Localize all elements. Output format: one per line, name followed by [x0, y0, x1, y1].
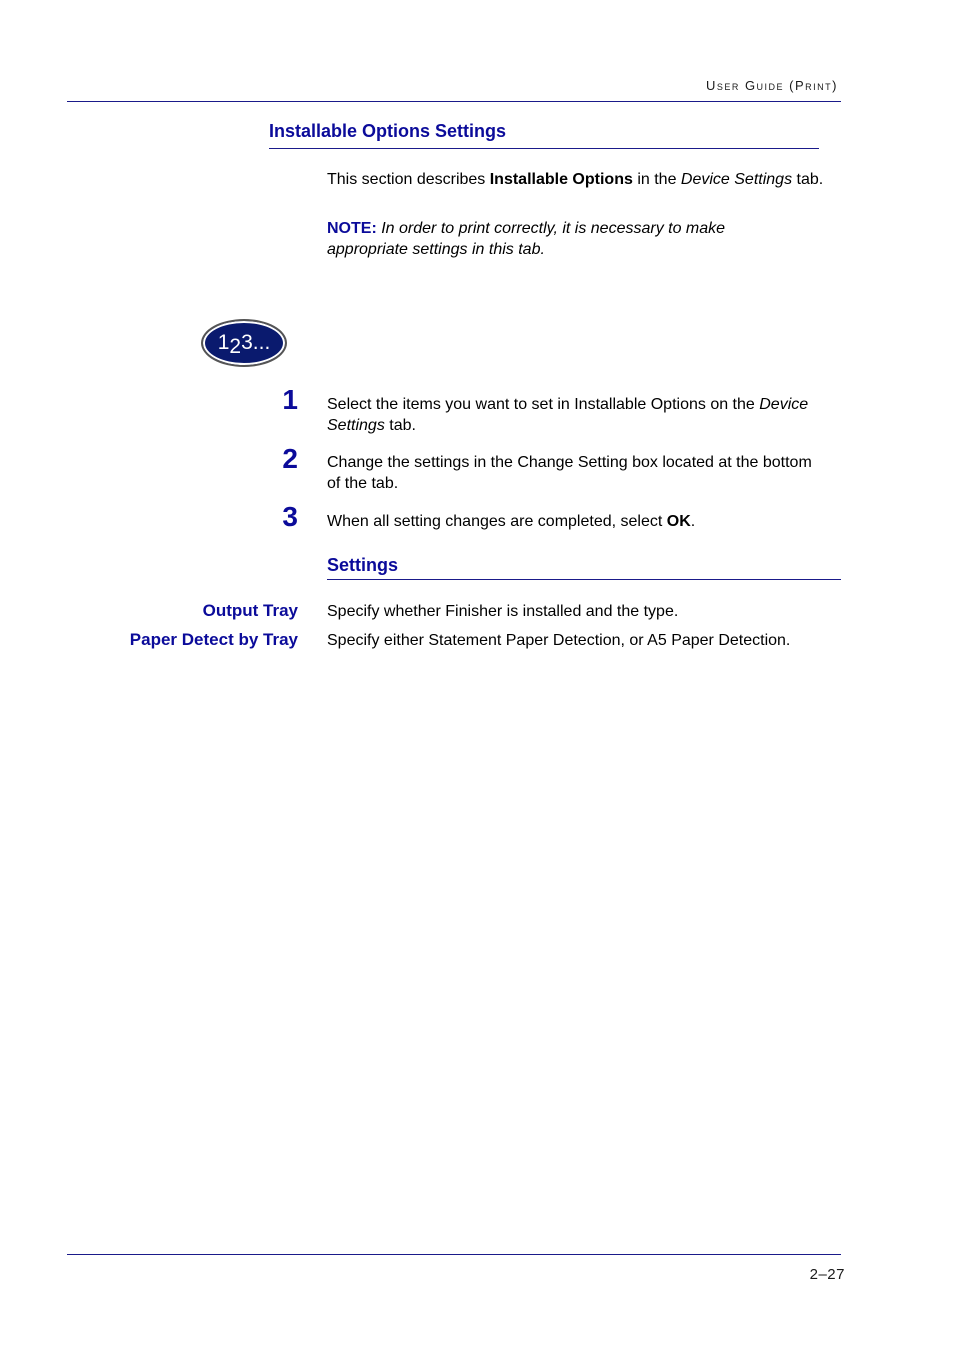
step-text — [327, 511, 827, 532]
intro-paragraph — [327, 169, 842, 190]
section-title: Installable Options Settings — [269, 121, 507, 141]
settings-title-rule — [327, 579, 841, 580]
setting-description: Specify whether Finisher is installed and the type. — [327, 603, 679, 620]
step-italic-term: Device Settings — [327, 396, 809, 434]
badge-digit: 1 — [217, 331, 230, 354]
step-number: 2 — [282, 443, 298, 474]
setting-term: Output Tray — [202, 601, 298, 620]
section-title-rule — [269, 148, 819, 149]
badge-digit: 2 — [229, 335, 242, 358]
step-text-part: Select the items you want to set in Installable Options on the — [327, 396, 760, 413]
step-text-part: tab. — [384, 417, 416, 434]
step-text: Change the settings in the Change Setting box located at the bottom of the tab. — [327, 454, 812, 492]
step-bold-term: OK — [666, 513, 691, 530]
step-text-part: When all setting changes are completed, select — [327, 513, 667, 530]
footer-rule — [67, 1254, 841, 1255]
header-rule — [67, 101, 841, 102]
page-number: 2–27 — [809, 1266, 845, 1283]
setting-description: Specify either Statement Paper Detection, or A5 Paper Detection. — [327, 632, 791, 649]
step-text — [327, 394, 827, 436]
step-number: 3 — [282, 501, 298, 532]
note-paragraph — [327, 218, 807, 260]
step-text-part: . — [690, 513, 696, 530]
intro-text: tab. — [792, 171, 824, 188]
note-label: NOTE: — [327, 220, 377, 237]
intro-text: This section describes — [327, 171, 490, 188]
settings-title: Settings — [327, 555, 399, 575]
intro-text: in the — [632, 171, 681, 188]
intro-italic-term: Device Settings — [680, 171, 793, 188]
setting-term: Paper Detect by Tray — [129, 630, 298, 649]
steps-badge-icon — [201, 319, 287, 367]
badge-digit: 3... — [241, 331, 271, 354]
note-text: In order to print correctly, it is necessary to make appropriate settings in this tab. — [327, 220, 726, 258]
running-header: User Guide (Print) — [705, 78, 838, 93]
intro-bold-term: Installable Options — [489, 171, 633, 188]
step-number: 1 — [282, 384, 298, 415]
